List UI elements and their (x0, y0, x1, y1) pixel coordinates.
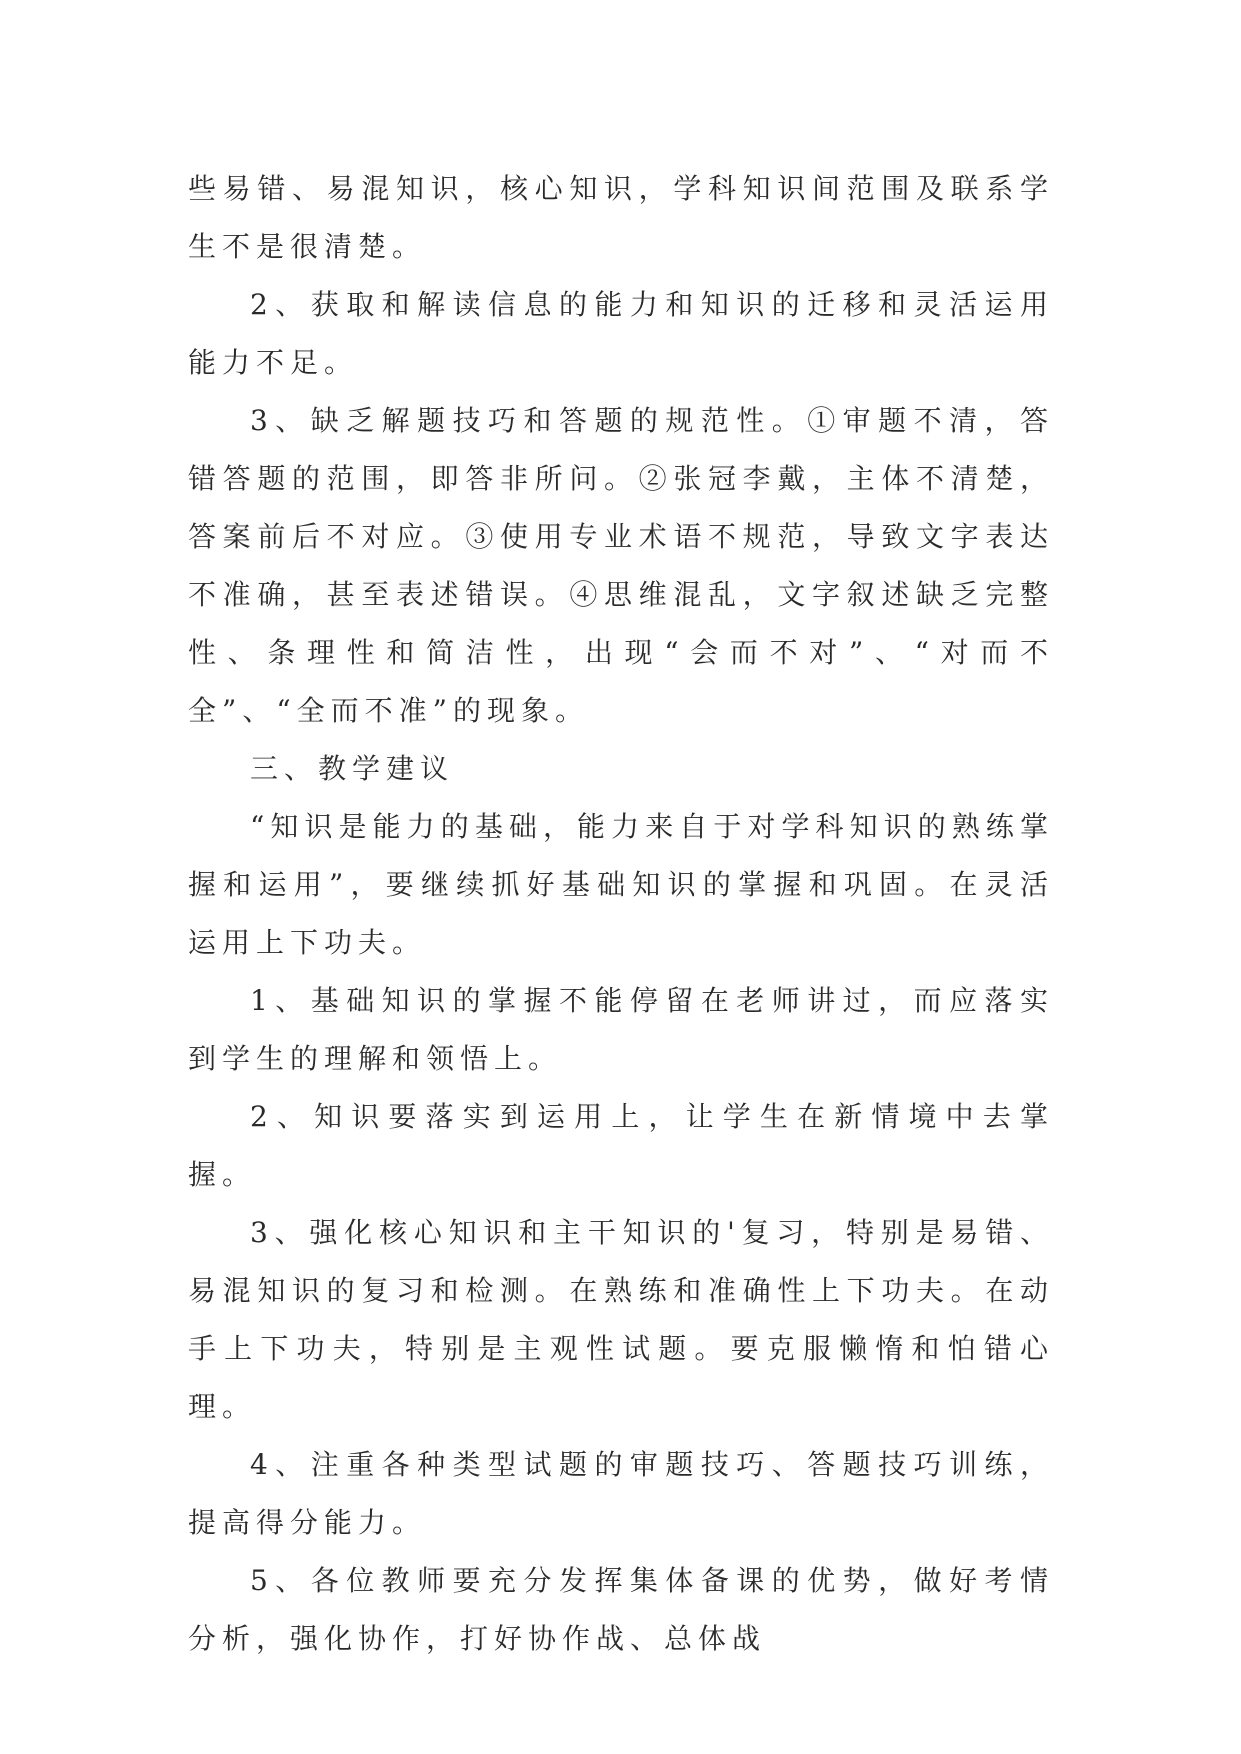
paragraph-suggestion-5: 5、各位教师要充分发挥集体备课的优势，做好考情分析，强化协作，打好协作战、总体战 (188, 1564, 1054, 1655)
paragraph-suggestion-2: 2、知识要落实到运用上，让学生在新情境中去掌握。 (188, 1100, 1054, 1191)
paragraph-problem-2: 2、获取和解读信息的能力和知识的迁移和灵活运用能力不足。 (188, 288, 1054, 379)
paragraph-continuation: 些易错、易混知识，核心知识，学科知识间范围及联系学生不是很清楚。 (188, 172, 1054, 263)
paragraph-suggestion-intro: “知识是能力的基础，能力来自于对学科知识的熟练掌握和运用”，要继续抓好基础知识的掌握和巩固。在灵活运用上下功夫。 (188, 810, 1054, 959)
paragraph-suggestion-3: 3、强化核心知识和主干知识的'复习，特别是易错、易混知识的复习和检测。在熟练和准确性上下功夫。在动手上下功夫，特别是主观性试题。要克服懒惰和怕错心理。 (188, 1216, 1054, 1423)
paragraph-problem-3: 3、缺乏解题技巧和答题的规范性。①审题不清，答错答题的范围，即答非所问。②张冠李戴，主体不清楚，答案前后不对应。③使用专业术语不规范，导致文字表达不准确，甚至表述错误。④思维混乱，文字叙述缺乏完整性、条理性和简洁性，出现“会而不对”、“对而不全”、“全而不准”的现象。 (188, 404, 1054, 727)
paragraph-suggestion-1: 1、基础知识的掌握不能停留在老师讲过，而应落实到学生的理解和领悟上。 (188, 984, 1054, 1075)
section-heading-teaching-suggestions: 三、教学建议 (250, 752, 455, 785)
document-body (188, 160, 1054, 1668)
paragraph-suggestion-4: 4、注重各种类型试题的审题技巧、答题技巧训练，提高得分能力。 (188, 1448, 1054, 1539)
